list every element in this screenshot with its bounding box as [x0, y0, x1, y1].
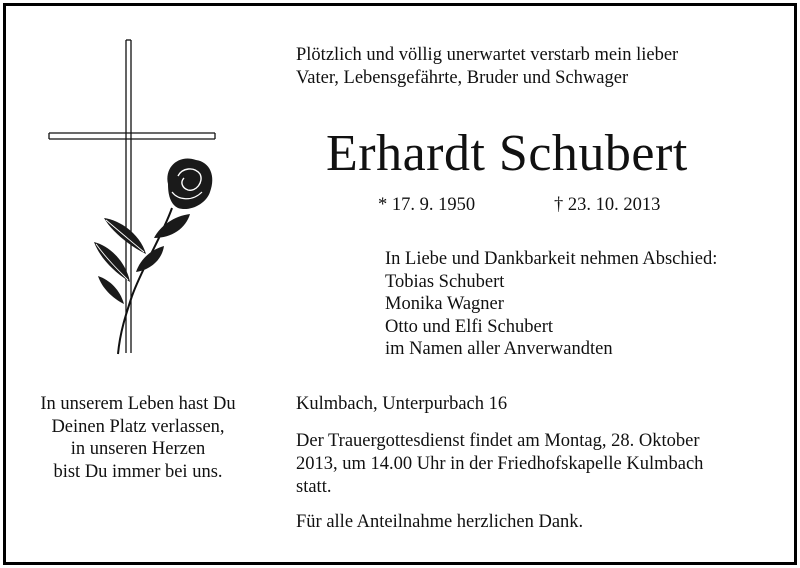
service-line: Der Trauergottesdienst findet am Montag, 28. Oktober	[296, 431, 700, 451]
rose-icon	[94, 158, 212, 354]
mourner-name: Monika Wagner	[385, 294, 504, 314]
address: Kulmbach, Unterpurbach 16	[296, 394, 508, 414]
poem-line: Deinen Platz verlassen,	[51, 416, 225, 437]
mourners-block	[385, 248, 717, 361]
cross-and-rose-illustration	[40, 36, 230, 366]
death-date: † 23. 10. 2013	[554, 195, 661, 215]
thanks-text: Für alle Anteilnahme herzlichen Dank.	[296, 512, 584, 532]
poem-line: In unserem Leben hast Du	[40, 394, 236, 414]
poem-verse	[20, 393, 256, 483]
intro-line: Plötzlich und völlig unerwartet verstarb mein lieber	[296, 45, 679, 65]
poem-line: in unseren Herzen	[70, 439, 206, 459]
mourner-name: im Namen aller Anverwandten	[385, 339, 613, 359]
mourner-name: Tobias Schubert	[385, 271, 505, 292]
intro-line: Vater, Lebensgefährte, Bruder und Schwager	[296, 68, 629, 88]
service-line: statt.	[296, 477, 332, 497]
birth-date: * 17. 9. 1950	[378, 195, 476, 215]
service-line: 2013, um 14.00 Uhr in der Friedhofskapelle Kulmbach	[296, 454, 704, 474]
funeral-service-text	[296, 430, 703, 499]
poem-line: bist Du immer bei uns.	[53, 461, 223, 482]
deceased-name: Erhardt Schubert	[326, 125, 688, 182]
mourner-name: Otto und Elfi Schubert	[385, 316, 554, 337]
intro-text	[296, 44, 678, 90]
mourners-heading: In Liebe und Dankbarkeit nehmen Abschied:	[385, 249, 718, 269]
